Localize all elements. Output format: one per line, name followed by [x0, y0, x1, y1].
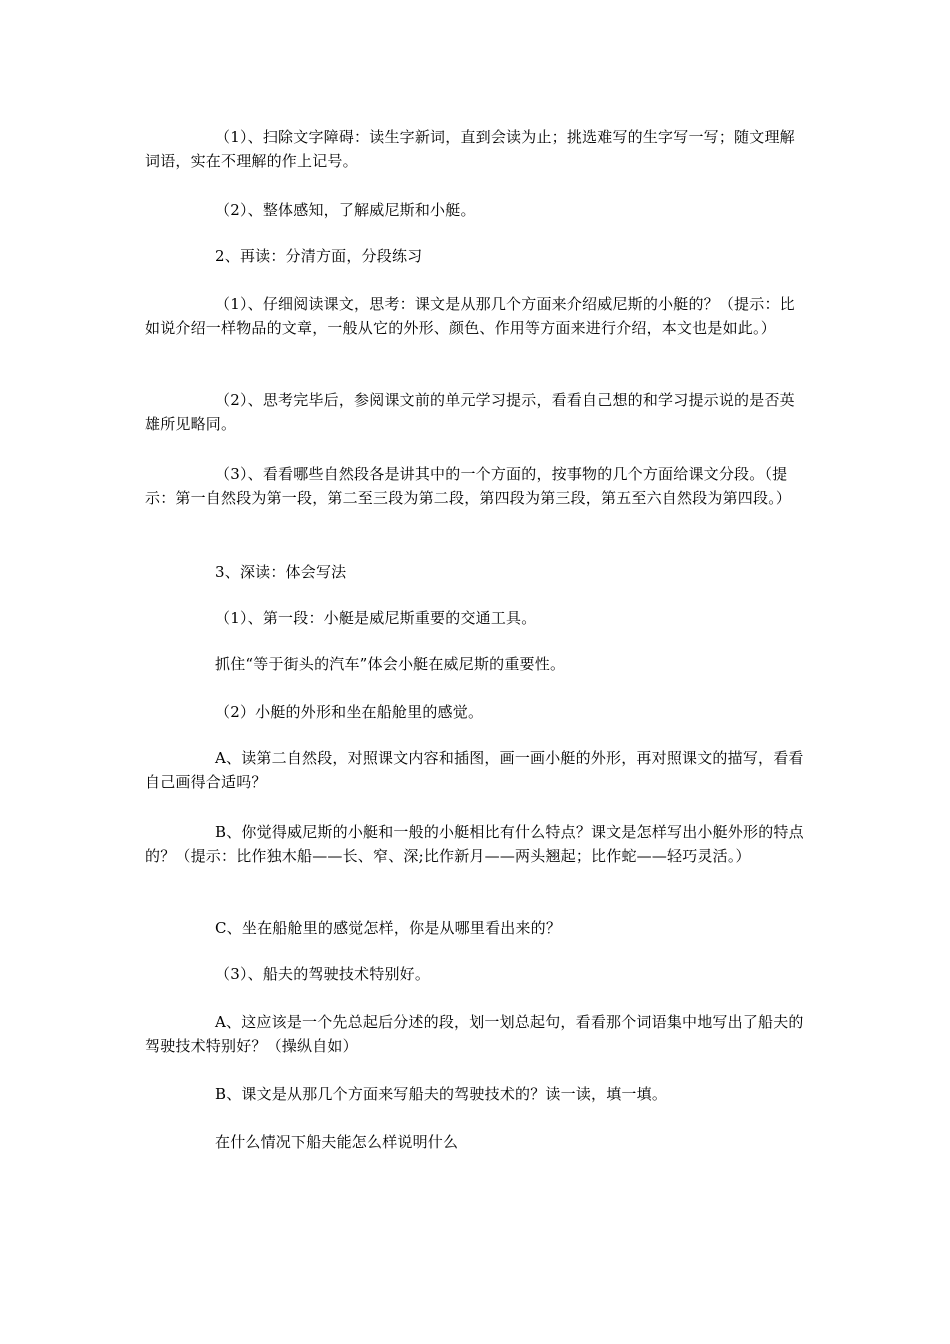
paragraph-11: A、读第二自然段，对照课文内容和插图，画一画小艇的外形，再对照课文的描写，看看自己画得合适吗？ [145, 749, 804, 791]
paragraph-14: （3）、船夫的驾驶技术特别好。 [215, 965, 431, 983]
paragraph-13: C、坐在船舱里的感觉怎样，你是从哪里看出来的？ [215, 919, 562, 937]
paragraph-10: （2）小艇的外形和坐在船舱里的感觉。 [215, 703, 484, 721]
paragraph-12: B、你觉得威尼斯的小艇和一般的小艇相比有什么特点？课文是怎样写出小艇外形的特点的？（提示：比作独木船——长、窄、深;比作新月——两头翘起；比作蛇——轻巧灵活。） [145, 823, 804, 865]
paragraph-17: 在什么情况下船夫能怎么样说明什么 [215, 1133, 459, 1151]
paragraph-15: A、这应该是一个先总起后分述的段，划一划总起句，看看那个词语集中地写出了船夫的驾驶技术特别好？（操纵自如） [145, 1013, 804, 1055]
paragraph-16: B、课文是从那几个方面来写船夫的驾驶技术的？读一读，填一填。 [215, 1085, 668, 1103]
paragraph-3: 2、再读：分清方面，分段练习 [215, 247, 423, 265]
paragraph-5: （2）、思考完毕后，参阅课文前的单元学习提示，看看自己想的和学习提示说的是否英雄所见略同。 [145, 391, 795, 433]
paragraph-1: （1）、扫除文字障碍：读生字新词，直到会读为止；挑选难写的生字写一写；随文理解词语，实在不理解的作上记号。 [145, 128, 795, 170]
paragraph-6: （3）、看看哪些自然段各是讲其中的一个方面的，按事物的几个方面给课文分段。（提示：第一自然段为第一段，第二至三段为第二段，第四段为第三段，第五至六自然段为第四段。） [145, 465, 792, 507]
paragraph-8: （1）、第一段：小艇是威尼斯重要的交通工具。 [215, 609, 537, 627]
paragraph-7: 3、深读：体会写法 [215, 563, 347, 581]
paragraph-2: （2）、整体感知，了解威尼斯和小艇。 [215, 201, 476, 219]
paragraph-4: （1）、仔细阅读课文，思考：课文是从那几个方面来介绍威尼斯的小艇的？（提示：比如说介绍一样物品的文章，一般从它的外形、颜色、作用等方面来进行介绍，本文也是如此。） [145, 295, 795, 337]
paragraph-9: 抓住“等于街头的汽车”体会小艇在威尼斯的重要性。 [215, 655, 566, 673]
